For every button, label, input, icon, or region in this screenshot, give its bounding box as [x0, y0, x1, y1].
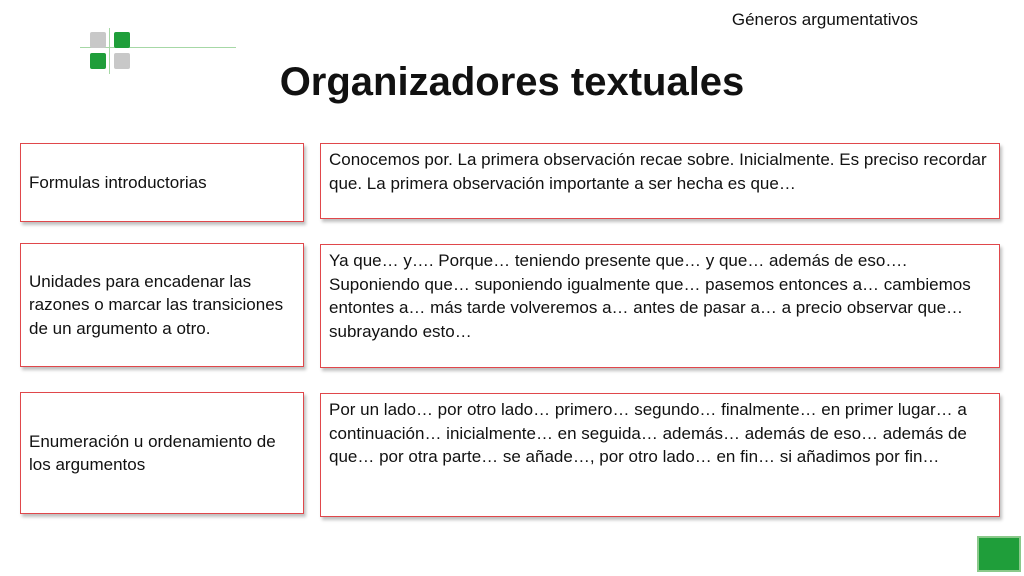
- subject-label: Géneros argumentativos: [731, 10, 918, 29]
- logo-square-green-top: [114, 32, 130, 48]
- corner-green-square: [977, 536, 1021, 572]
- row-1-label-box: [20, 143, 304, 222]
- row-2-description: Ya que… y…. Porque… teniendo presente que… y que… además de eso…. Suponiendo que… suponiendo igualmente que… pasemos entonces a… cambiemos entontes a… más tarde volveremos a… antes de pasar a… a precio observar que… subrayando esto…: [329, 251, 971, 341]
- row-2-label: Unidades para encadenar las razones o marcar las transiciones de un argumento a otro.: [29, 271, 284, 338]
- row-2-description-box: [320, 244, 1000, 368]
- logo-square-gray-top: [90, 32, 106, 48]
- row-3-label-box: [20, 392, 304, 514]
- row-1-description-box: [320, 143, 1000, 219]
- row-3-label: Enumeración u ordenamiento de los argumentos: [29, 431, 276, 474]
- page-title: Organizadores textuales: [279, 60, 745, 104]
- row-3-description-box: [320, 393, 1000, 517]
- row-1-description: Conocemos por. La primera observación recae sobre. Inicialmente. Es preciso recordar que. La primera observación importante a ser hecha es que…: [329, 150, 987, 193]
- row-3-description: Por un lado… por otro lado… primero… segundo… finalmente… en primer lugar… a continuación… inicialmente… en seguida… además… además de eso… además de que… por otra parte… se añade…, por otro lado… en fin… si añadimos por fin…: [329, 400, 967, 466]
- row-2-label-box: [20, 243, 304, 367]
- row-1-label: Formulas introductorias: [29, 172, 207, 192]
